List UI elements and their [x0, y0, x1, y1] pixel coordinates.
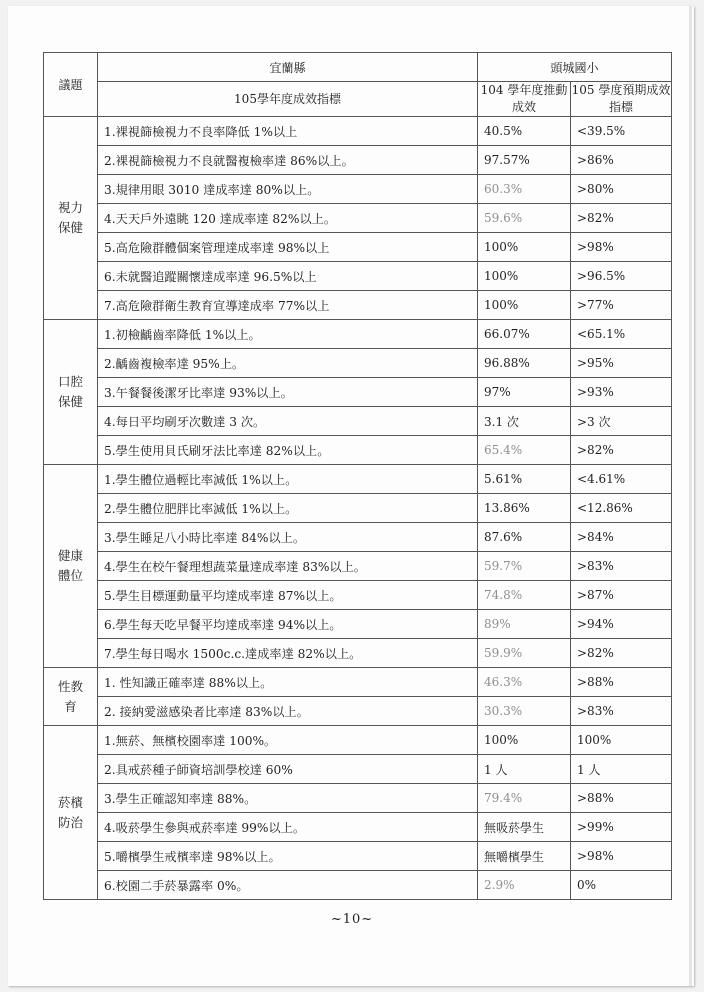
table-subheader-row	[44, 82, 672, 117]
table-row	[44, 320, 672, 349]
indicator-cell: 1.學生體位過輕比率減低 1%以上。	[98, 465, 478, 494]
target-105-cell: >88%	[571, 668, 672, 697]
target-105-cell: 0%	[571, 871, 672, 900]
indicator-cell: 4.每日平均刷牙次數達 3 次。	[98, 407, 478, 436]
indicator-cell: 2.裸視篩檢視力不良就醫複檢率達 86%以上。	[98, 146, 478, 175]
target-105-cell: >93%	[571, 378, 672, 407]
topic-header: 議題	[44, 53, 98, 117]
topic-label: 視力保健	[57, 200, 83, 235]
table-row	[44, 842, 672, 871]
page-number: ~10~	[330, 912, 374, 927]
col-104-header	[478, 82, 571, 117]
topic-label: 口腔保健	[57, 374, 83, 409]
table-row	[44, 610, 672, 639]
result-104-cell: 59.7%	[478, 552, 571, 581]
target-105-cell: >82%	[571, 204, 672, 233]
target-105-cell: >82%	[571, 436, 672, 465]
indicator-cell: 3.學生睡足八小時比率達 84%以上。	[98, 523, 478, 552]
target-105-cell: >88%	[571, 784, 672, 813]
topic-cell	[44, 320, 98, 465]
indicator-cell: 1.無菸、無檳校園率達 100%。	[98, 726, 478, 755]
result-104-cell: 66.07%	[478, 320, 571, 349]
table-row	[44, 726, 672, 755]
result-104-cell: 1 人	[478, 755, 571, 784]
table-row	[44, 697, 672, 726]
result-104-cell: 無吸菸學生	[478, 813, 571, 842]
target-105-cell: >87%	[571, 581, 672, 610]
indicator-cell: 5.嚼檳學生戒檳率達 98%以上。	[98, 842, 478, 871]
topic-cell	[44, 726, 98, 900]
result-104-cell: 65.4%	[478, 436, 571, 465]
target-105-cell: <65.1%	[571, 320, 672, 349]
table-row	[44, 204, 672, 233]
table-row	[44, 755, 672, 784]
result-104-cell: 5.61%	[478, 465, 571, 494]
target-105-cell: >86%	[571, 146, 672, 175]
topic-label: 健康體位	[57, 548, 83, 583]
table-row	[44, 378, 672, 407]
target-105-cell: >3 次	[571, 407, 672, 436]
result-104-cell: 97.57%	[478, 146, 571, 175]
result-104-cell: 79.4%	[478, 784, 571, 813]
target-105-cell: <12.86%	[571, 494, 672, 523]
indicator-cell: 2.學生體位肥胖比率減低 1%以上。	[98, 494, 478, 523]
indicator-cell: 1. 性知識正確率達 88%以上。	[98, 668, 478, 697]
result-104-cell: 87.6%	[478, 523, 571, 552]
indicator-cell: 3.學生正確認知率達 88%。	[98, 784, 478, 813]
target-105-cell: >83%	[571, 697, 672, 726]
table-row	[44, 465, 672, 494]
result-104-cell: 100%	[478, 262, 571, 291]
target-105-cell: >99%	[571, 813, 672, 842]
target-105-cell: >77%	[571, 291, 672, 320]
table-row	[44, 581, 672, 610]
result-104-cell: 89%	[478, 610, 571, 639]
indicator-cell: 6.未就醫追蹤關懷達成率達 96.5%以上	[98, 262, 478, 291]
indicator-cell: 1.初檢齲齒率降低 1%以上。	[98, 320, 478, 349]
table-row	[44, 291, 672, 320]
target-105-cell: <39.5%	[571, 117, 672, 146]
table-row	[44, 639, 672, 668]
result-104-cell: 46.3%	[478, 668, 571, 697]
school-header: 頭城國小	[478, 53, 672, 82]
col-105-text: 105 學度預期成效指標	[571, 83, 671, 114]
indicator-cell: 5.學生使用貝氏刷牙法比率達 82%以上。	[98, 436, 478, 465]
result-104-cell: 40.5%	[478, 117, 571, 146]
indicator-cell: 7.學生每日喝水 1500c.c.達成率達 82%以上。	[98, 639, 478, 668]
target-105-cell: >82%	[571, 639, 672, 668]
result-104-cell: 2.9%	[478, 871, 571, 900]
result-104-cell: 100%	[478, 726, 571, 755]
indicator-cell: 2.齲齒複檢率達 95%上。	[98, 349, 478, 378]
indicator-table	[43, 52, 672, 900]
result-104-cell: 74.8%	[478, 581, 571, 610]
table-row	[44, 668, 672, 697]
topic-label: 菸檳防治	[57, 794, 83, 830]
county-indicator-header: 105學年度成效指標	[98, 82, 478, 117]
table-row	[44, 262, 672, 291]
table-row	[44, 784, 672, 813]
result-104-cell: 無嚼檳學生	[478, 842, 571, 871]
indicator-cell: 1.裸視篩檢視力不良率降低 1%以上	[98, 117, 478, 146]
result-104-cell: 97%	[478, 378, 571, 407]
indicator-cell: 3.午餐餐後潔牙比率達 93%以上。	[98, 378, 478, 407]
scan-edge	[689, 6, 692, 986]
indicator-cell: 4.吸菸學生參與戒菸率達 99%以上。	[98, 813, 478, 842]
table-row	[44, 407, 672, 436]
table-row	[44, 523, 672, 552]
result-104-cell: 60.3%	[478, 175, 571, 204]
target-105-cell: <4.61%	[571, 465, 672, 494]
result-104-cell: 100%	[478, 233, 571, 262]
indicator-cell: 2.具戒菸種子師資培訓學校達 60%	[98, 755, 478, 784]
target-105-cell: >83%	[571, 552, 672, 581]
table-row	[44, 117, 672, 146]
indicator-cell: 7.高危險群衛生教育宣導達成率 77%以上	[98, 291, 478, 320]
county-header: 宜蘭縣	[98, 53, 478, 82]
target-105-cell: >80%	[571, 175, 672, 204]
indicator-cell: 4.學生在校午餐理想蔬菜量達成率達 83%以上。	[98, 552, 478, 581]
result-104-cell: 13.86%	[478, 494, 571, 523]
result-104-cell: 30.3%	[478, 697, 571, 726]
table-row	[44, 871, 672, 900]
topic-cell	[44, 465, 98, 668]
col-105-header	[571, 82, 672, 117]
indicator-cell: 6.學生每天吃早餐平均達成率達 94%以上。	[98, 610, 478, 639]
result-104-cell: 96.88%	[478, 349, 571, 378]
indicator-cell: 3.規律用眼 3010 達成率達 80%以上。	[98, 175, 478, 204]
target-105-cell: 100%	[571, 726, 672, 755]
topic-label: 性教育	[57, 678, 83, 714]
result-104-cell: 59.9%	[478, 639, 571, 668]
indicator-cell: 6.校園二手菸暴露率 0%。	[98, 871, 478, 900]
table-row	[44, 175, 672, 204]
indicator-cell: 5.學生目標運動量平均達成率達 87%以上。	[98, 581, 478, 610]
result-104-cell: 100%	[478, 291, 571, 320]
table-row	[44, 494, 672, 523]
col-104-text: 104 學年度推動成效	[480, 83, 568, 114]
table-row	[44, 813, 672, 842]
target-105-cell: >96.5%	[571, 262, 672, 291]
target-105-cell: >95%	[571, 349, 672, 378]
target-105-cell: >98%	[571, 233, 672, 262]
table-row	[44, 233, 672, 262]
target-105-cell: >98%	[571, 842, 672, 871]
indicator-cell: 2. 接納愛滋感染者比率達 83%以上。	[98, 697, 478, 726]
table-row	[44, 552, 672, 581]
result-104-cell: 3.1 次	[478, 407, 571, 436]
table-row	[44, 436, 672, 465]
indicator-cell: 4.天天戶外遠眺 120 達成率達 82%以上。	[98, 204, 478, 233]
target-105-cell: 1 人	[571, 755, 672, 784]
table-header-row	[44, 53, 672, 82]
topic-cell	[44, 117, 98, 320]
table-row	[44, 146, 672, 175]
result-104-cell: 59.6%	[478, 204, 571, 233]
target-105-cell: >94%	[571, 610, 672, 639]
table-row	[44, 349, 672, 378]
topic-cell	[44, 668, 98, 726]
target-105-cell: >84%	[571, 523, 672, 552]
indicator-cell: 5.高危險群體個案管理達成率達 98%以上	[98, 233, 478, 262]
